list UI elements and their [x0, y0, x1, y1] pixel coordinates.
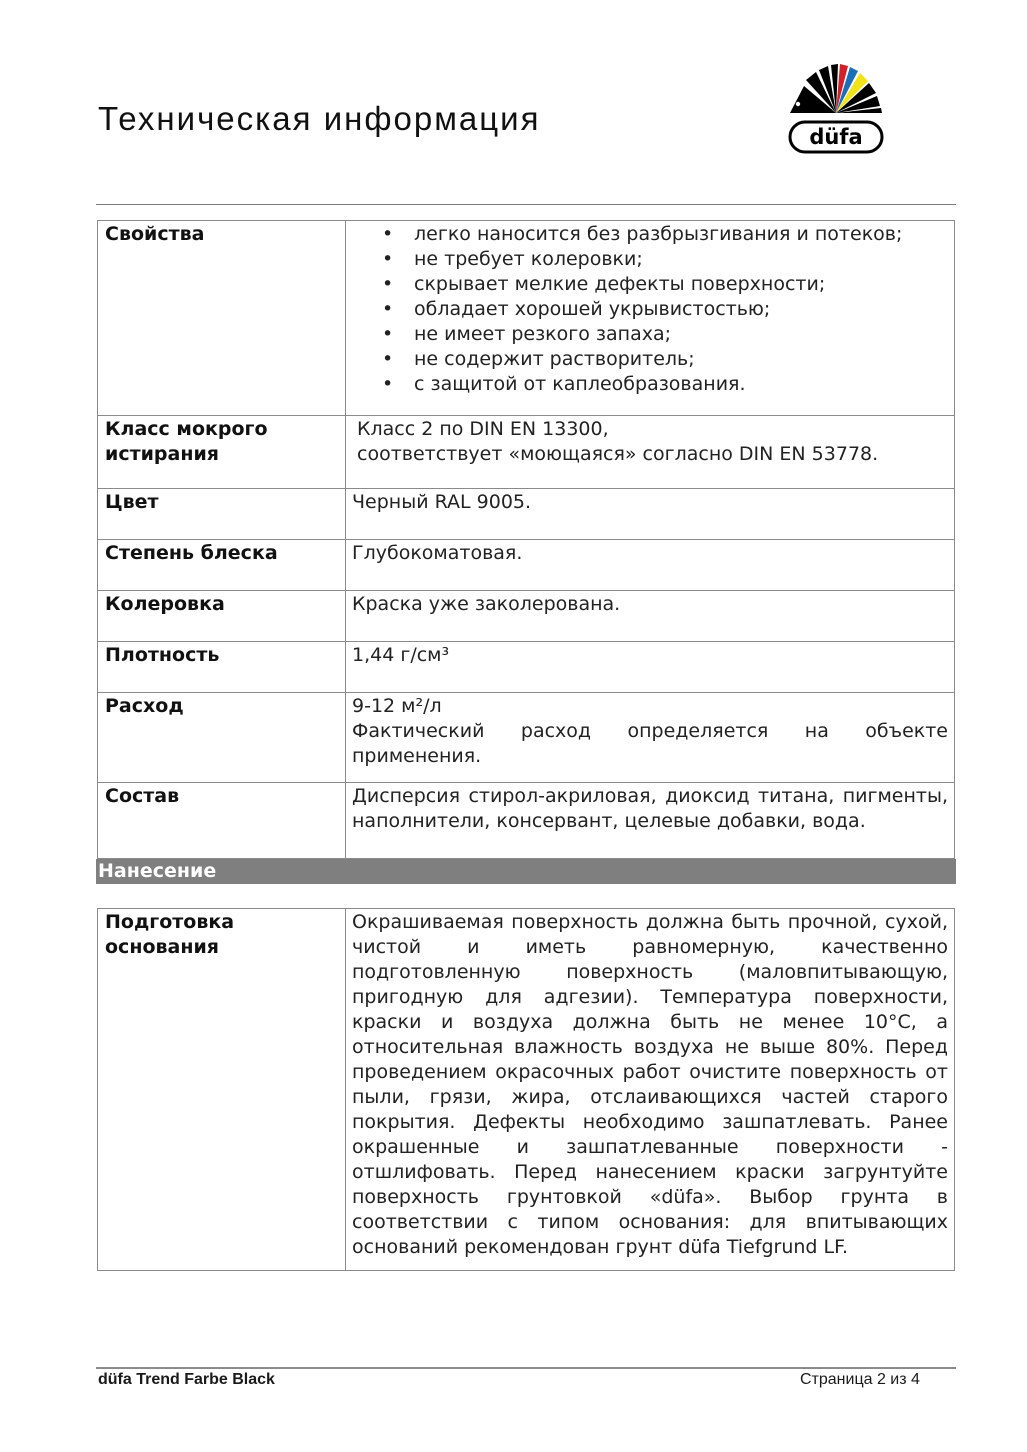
- row-label: Класс мокрого истирания: [98, 416, 346, 489]
- table-row: [98, 909, 955, 1271]
- section-header-application: Нанесение: [96, 859, 956, 884]
- table-row: [98, 416, 955, 489]
- row-value: [346, 416, 955, 489]
- row-label: Плотность: [98, 642, 346, 693]
- list-item: • обладает хорошей укрывистостью;: [382, 297, 948, 322]
- list-item: • не имеет резкого запаха;: [382, 322, 948, 347]
- row-label: Подготовка основания: [98, 909, 346, 1271]
- row-label: Цвет: [98, 489, 346, 540]
- dufa-logo-icon: [786, 58, 886, 158]
- row-label: Состав: [98, 783, 346, 859]
- footer-page-number: Страница 2 из 4: [800, 1371, 920, 1388]
- table-row: [98, 591, 955, 642]
- properties-table: [97, 220, 955, 859]
- list-item: • скрывает мелкие дефекты поверхности;: [382, 272, 948, 297]
- table-row: [98, 540, 955, 591]
- list-item: • не содержит растворитель;: [382, 347, 948, 372]
- table-row: [98, 693, 955, 783]
- row-value: Дисперсия стирол-акриловая, диоксид титана, пигменты, наполнители, консервант, целевые добавки, вода.: [346, 783, 955, 859]
- row-value: [346, 693, 955, 783]
- row-label: Степень блеска: [98, 540, 346, 591]
- properties-list: [352, 222, 948, 397]
- table-row: [98, 783, 955, 859]
- row-value: Черный RAL 9005.: [346, 489, 955, 540]
- list-item: • с защитой от каплеобразования.: [382, 372, 948, 397]
- table-row: [98, 489, 955, 540]
- svg-text:düfa: düfa: [809, 125, 863, 149]
- row-value: Окрашиваемая поверхность должна быть прочной, сухой, чистой и иметь равномерную, качественно подготовленную поверхность (маловпитывающую, пригодную для адгезии). Температура поверхности, краски и воздуха должна быть не менее 10°С, а относительная влажность воздуха не выше 80%. Перед проведением окрасочных работ очистите поверхность от пыли, грязи, жира, отслаивающихся частей старого покрытия. Дефекты необходимо зашпатлевать. Ранее окрашенные и зашпатлеванные поверхности - отшлифовать. Перед нанесением краски загрунтуйте поверхность грунтовкой «düfa». Выбор грунта в соответствии с типом основания: для впитывающих оснований рекомендован грунт düfa Tiefgrund LF.: [346, 909, 955, 1271]
- value-line: Фактический расход определяется на объекте применения.: [352, 720, 948, 767]
- row-label: Расход: [98, 693, 346, 783]
- header-divider: [96, 204, 956, 205]
- table-row: [98, 642, 955, 693]
- list-item: • легко наносится без разбрызгивания и потеков;: [382, 222, 948, 247]
- footer-product-name: düfa Trend Farbe Black: [98, 1371, 275, 1388]
- row-value: Краска уже заколерована.: [346, 591, 955, 642]
- row-value: [346, 221, 955, 416]
- value-line: соответствует «моющаяся» согласно DIN EN 53778.: [357, 443, 879, 465]
- table-row: [98, 221, 955, 416]
- row-value: 1,44 г/см³: [346, 642, 955, 693]
- row-label: Колеровка: [98, 591, 346, 642]
- application-table: [97, 908, 955, 1271]
- footer-divider: [96, 1367, 956, 1369]
- page-title: Техническая информация: [98, 100, 541, 137]
- row-label: Свойства: [98, 221, 346, 416]
- list-item: • не требует колеровки;: [382, 247, 948, 272]
- value-line: Класс 2 по DIN EN 13300,: [357, 418, 609, 440]
- row-value: Глубокоматовая.: [346, 540, 955, 591]
- value-line: 9-12 м²/л: [352, 695, 442, 717]
